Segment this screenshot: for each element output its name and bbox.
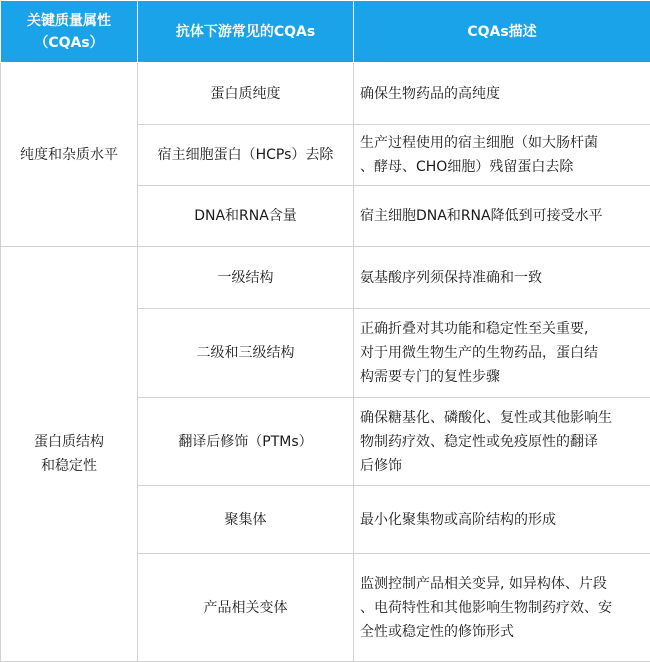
description-line: 物制药疗效、稳定性或免疫原性的翻译 [360,430,644,454]
description-cell [354,398,650,486]
description-line: 生产过程使用的宿主细胞（如大肠杆菌 [360,131,644,155]
cqa-cell: 一级结构 [138,247,354,309]
cqa-cell: 二级和三级结构 [138,309,354,398]
description-line: 确保糖基化、磷酸化、复性或其他影响生 [360,406,644,430]
attribute-cell-purity: 纯度和杂质水平 [1,63,138,247]
description-line: 、酵母、CHO细胞）残留蛋白去除 [360,155,644,179]
cqa-cell: 蛋白质纯度 [138,63,354,125]
description-cell [354,247,650,309]
header-attribute-line1: 关键质量属性 [7,10,131,32]
description-line: 宿主细胞DNA和RNA降低到可接受水平 [360,204,644,228]
header-attribute [1,1,138,63]
description-line: 正确折叠对其功能和稳定性至关重要, [360,317,644,341]
cqa-cell: 聚集体 [138,486,354,554]
description-line: 后修饰 [360,454,644,478]
header-description: CQAs描述 [354,1,650,63]
description-cell [354,186,650,247]
cqa-cell: DNA和RNA含量 [138,186,354,247]
description-line: 全性或稳定性的修饰形式 [360,620,644,644]
description-cell [354,554,650,662]
table-row [1,63,650,125]
table-row [1,247,650,309]
cqa-cell: 宿主细胞蛋白（HCPs）去除 [138,125,354,186]
description-line: 、电荷特性和其他影响生物制药疗效、安 [360,596,644,620]
description-line: 监测控制产品相关变异, 如异构体、片段 [360,572,644,596]
description-cell [354,125,650,186]
description-line: 对于用微生物生产的生物药品，蛋白结 [360,341,644,365]
header-row [1,1,650,63]
attribute-line: 蛋白质结构 [7,430,131,454]
description-line: 构需要专门的复性步骤 [360,365,644,389]
attribute-cell-structure [1,247,138,662]
header-cqa: 抗体下游常见的CQAs [138,1,354,63]
header-attribute-line2: （CQAs） [7,32,131,54]
description-line: 氨基酸序列须保持准确和一致 [360,266,644,290]
attribute-line: 和稳定性 [7,454,131,478]
description-cell [354,486,650,554]
description-cell [354,309,650,398]
description-line: 确保生物药品的高纯度 [360,82,644,106]
cqa-cell: 翻译后修饰（PTMs） [138,398,354,486]
description-cell [354,63,650,125]
cqa-cell: 产品相关变体 [138,554,354,662]
description-line: 最小化聚集物或高阶结构的形成 [360,508,644,532]
